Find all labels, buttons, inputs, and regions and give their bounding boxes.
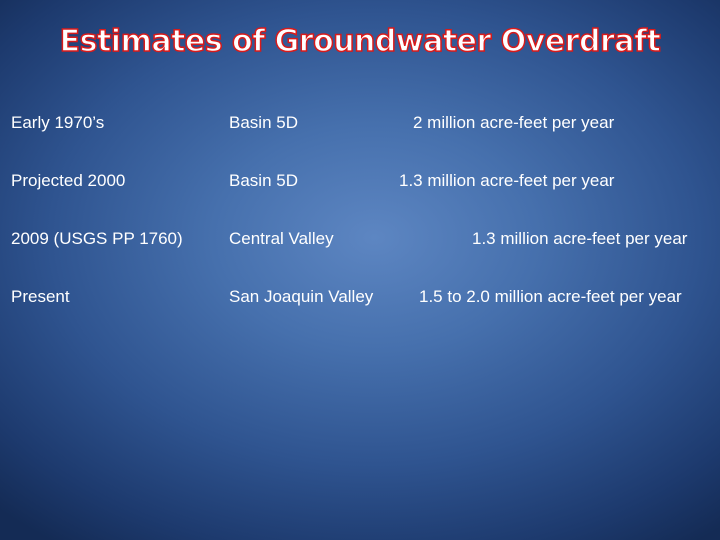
- area-cell: Basin 5D: [229, 171, 298, 190]
- area-cell: Central Valley: [229, 229, 334, 248]
- area-cell: Basin 5D: [229, 113, 298, 132]
- estimate-cell: 1.3 million acre-feet per year: [399, 171, 615, 190]
- estimate-cell: 1.3 million acre-feet per year: [472, 229, 688, 248]
- period-cell: 2009 (USGS PP 1760): [11, 229, 183, 248]
- period-cell: Present: [11, 287, 70, 306]
- slide-title: Estimates of Groundwater Overdraft: [59, 24, 661, 59]
- area-cell: San Joaquin Valley: [229, 287, 374, 306]
- period-cell: Early 1970’s: [11, 113, 105, 132]
- estimate-cell: 1.5 to 2.0 million acre-feet per year: [419, 287, 682, 306]
- table-row: [0, 227, 720, 251]
- table-row: [0, 169, 720, 193]
- table-row: [0, 111, 720, 135]
- table-row: [0, 285, 720, 309]
- period-cell: Projected 2000: [11, 171, 126, 190]
- estimate-cell: 2 million acre-feet per year: [413, 113, 615, 132]
